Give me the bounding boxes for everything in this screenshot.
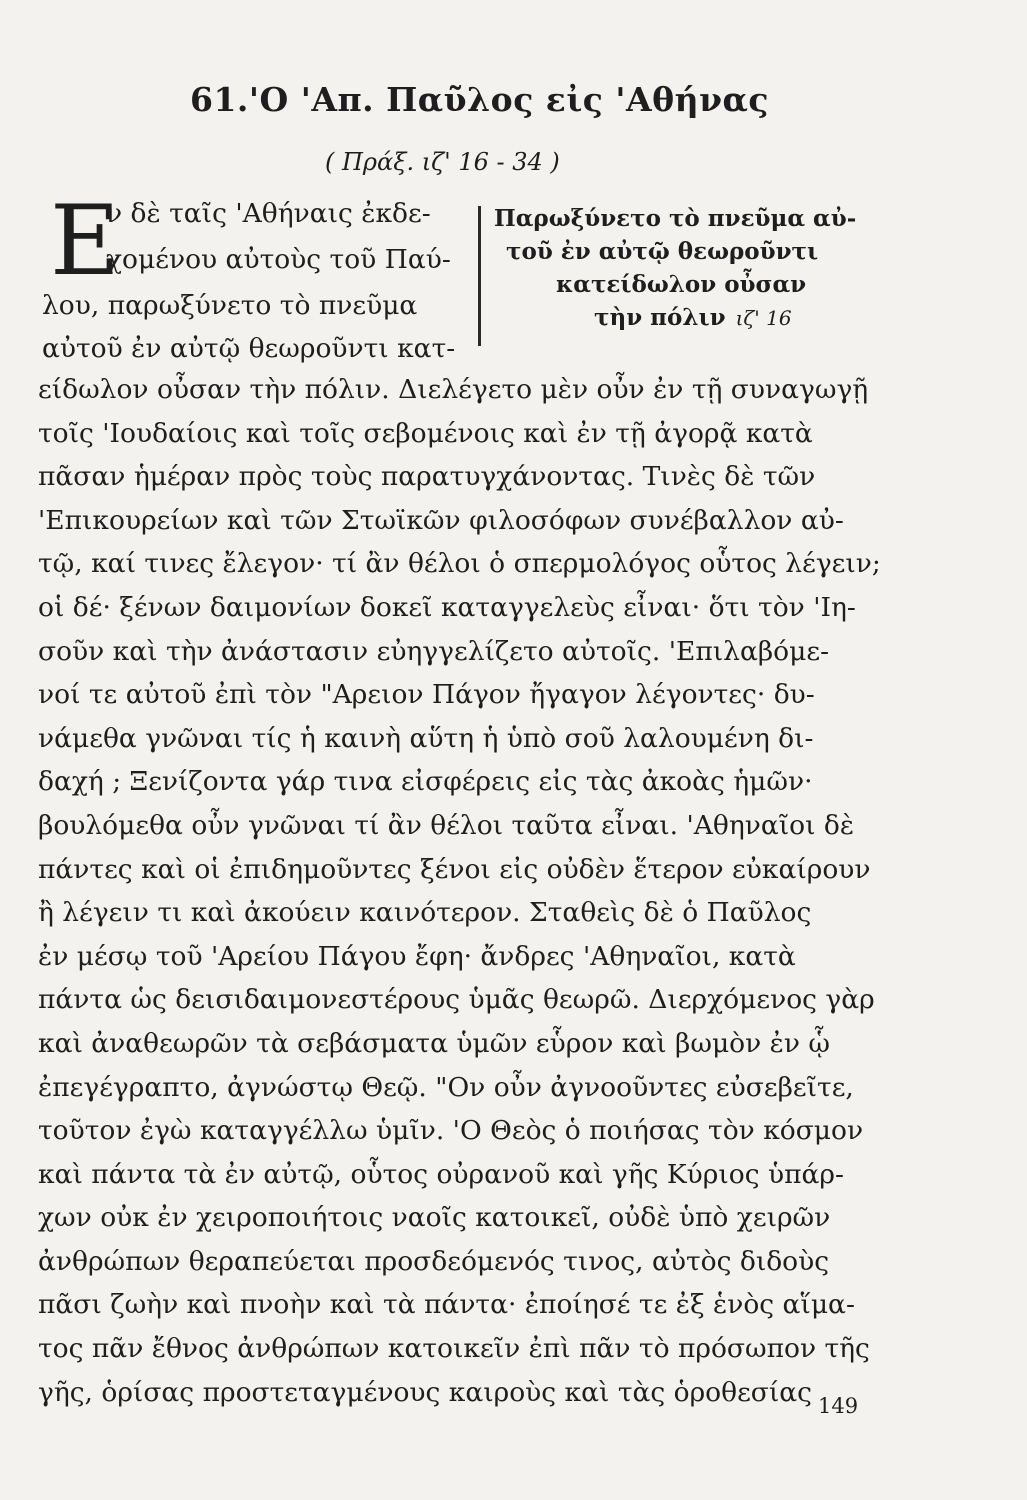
margin-note-line: τοῦ ἐν αὐτῷ θεωροῦντι (506, 238, 819, 265)
text-line: καὶ ἀναθεωρῶν τὰ σεβάσματα ὑμῶν εὗρον καὶ βωμὸν ἐν ᾧ (38, 1027, 831, 1059)
text-line: πᾶσι ζωὴν καὶ πνοὴν καὶ τὰ πάντα· ἐποίησέ τε ἐξ ἑνὸς αἵμα- (38, 1289, 855, 1321)
sidebar-divider (478, 206, 481, 346)
text-line: τοῖς 'Ιουδαίοις καὶ τοῖς σεβομένοις καὶ ἐν τῇ ἀγορᾷ κατὰ (38, 417, 813, 449)
chapter-title: 61.'Ο 'Απ. Παῦλος εἰς 'Αθήνας (190, 80, 769, 119)
text-line: πάντες καὶ οἱ ἐπιδημοῦντες ξένοι εἰς οὐδὲν ἕτερον εὐκαίρουν (38, 853, 871, 885)
margin-note-reference: ιζ' 16 (735, 306, 792, 330)
text-line: ἀνθρώπων θεραπεύεται προσδεόμενός τινος, αὐτὸς διδοὺς (38, 1245, 830, 1277)
text-line: πᾶσαν ἡμέραν πρὸς τοὺς παρατυγχάνοντας. Τινὲς δὲ τῶν (38, 461, 816, 493)
text-line: ἢ λέγειν τι καὶ ἀκούειν καινότερον. Σταθεὶς δὲ ὁ Παῦλος (38, 897, 812, 929)
text-line: νάμεθα γνῶναι τίς ἡ καινὴ αὕτη ἡ ὑπὸ σοῦ λαλουμένη δι- (38, 722, 814, 754)
text-line: σοῦν καὶ τὴν ἀνάστασιν εὐηγγελίζετο αὐτοῖς. 'Επιλαβόμε- (38, 635, 830, 667)
margin-note-line: τὴν πόλιν (594, 304, 726, 331)
page-number: 149 (818, 1394, 859, 1418)
text-line: καὶ πάντα τὰ ἐν αὐτῷ, οὗτος οὐρανοῦ καὶ γῆς Κύριος ὑπάρ- (38, 1158, 844, 1190)
text-line: χων οὐκ ἐν χειροποιήτοις ναοῖς κατοικεῖ, οὐδὲ ὑπὸ χειρῶν (38, 1202, 831, 1234)
text-line: δαχή ; Ξενίζοντα γάρ τινα εἰσφέρεις εἰς τὰς ἀκοὰς ἡμῶν· (38, 766, 813, 798)
text-line: τος πᾶν ἔθνος ἀνθρώπων κατοικεῖν ἐπὶ πᾶν τὸ πρόσωπον τῆς (38, 1333, 870, 1365)
margin-note-line: Παρωξύνετο τὸ πνεῦμα αὐ- (494, 205, 857, 232)
intro-line: χομένου αὐτοὺς τοῦ Παύ- (106, 244, 451, 275)
text-line: οἱ δέ· ξένων δαιμονίων δοκεῖ καταγγελεὺς εἶναι· ὅτι τὸν 'Ιη- (38, 591, 856, 623)
text-line: ἐν μέσῳ τοῦ 'Αρείου Πάγου ἔφη· ἄνδρες 'Αθηναῖοι, κατὰ (38, 940, 796, 972)
text-line: πάντα ὡς δεισιδαιμονεστέρους ὑμᾶς θεωρῶ. Διερχόμενος γὰρ (38, 984, 875, 1016)
text-line: είδωλον οὖσαν τὴν πόλιν. Διελέγετο μὲν οὖν ἐν τῇ συναγωγῇ (38, 374, 869, 405)
text-line: τῷ, καί τινες ἔλεγον· τί ἂν θέλοι ὁ σπερμολόγος οὗτος λέγειν; (38, 548, 881, 580)
text-line: γῆς, ὁρίσας προστεταγμένους καιροὺς καὶ τὰς ὁροθεσίας (38, 1376, 813, 1408)
scripture-reference: ( Πράξ. ιζ' 16 - 34 ) (325, 148, 560, 176)
text-line: βουλόμεθα οὖν γνῶναι τί ἂν θέλοι ταῦτα εἶναι. 'Αθηναῖοι δὲ (38, 809, 855, 841)
intro-line: αὐτοῦ ἐν αὐτῷ θεωροῦντι κατ- (42, 333, 456, 364)
text-line: νοί τε αὐτοῦ ἐπὶ τὸν "Αρειον Πάγον ἤγαγον λέγοντες· δυ- (38, 679, 815, 711)
margin-note (494, 202, 882, 335)
text-line: 'Επικουρείων καὶ τῶν Στωϊκῶν φιλοσόφων συνέβαλλον αὐ- (38, 504, 844, 536)
margin-note-line: κατείδωλον οὖσαν (556, 271, 807, 298)
text-line: ἐπεγέγραπτο, ἀγνώστῳ Θεῷ. "Ον οὖν ἀγνοοῦντες εὐσεβεῖτε, (38, 1071, 854, 1103)
intro-line: λου, παρωξύνετο τὸ πνεῦμα (42, 290, 418, 321)
text-line: τοῦτον ἐγὼ καταγγέλλω ὑμῖν. 'Ο Θεὸς ὁ ποιήσας τὸν κόσμον (38, 1115, 864, 1147)
intro-line: ν δὲ ταῖς 'Αθήναις ἐκδε- (106, 198, 431, 229)
drop-cap: Ε (50, 185, 121, 297)
body-text (38, 368, 881, 1414)
